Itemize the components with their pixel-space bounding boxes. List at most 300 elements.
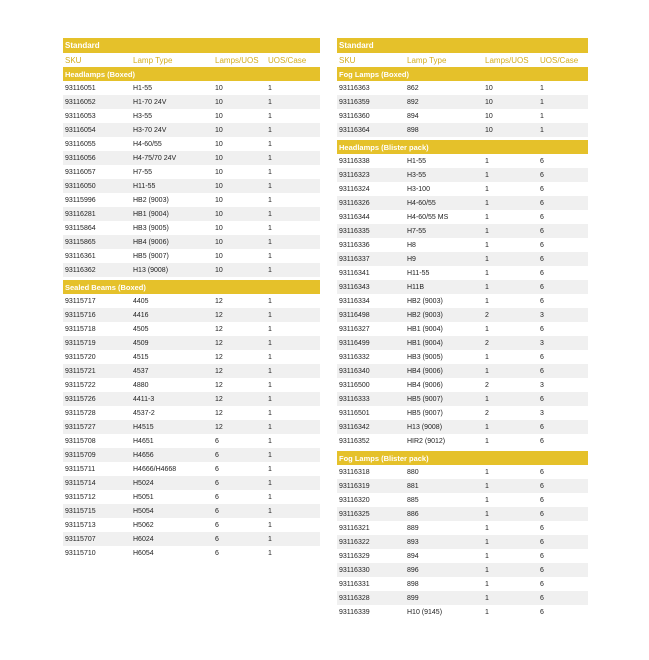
lamps-per-uos-cell: 12 — [213, 308, 266, 322]
uos-per-case-cell: 6 — [540, 297, 544, 305]
lamps-per-uos-cell: 1 — [483, 563, 538, 577]
uos-per-case-cell: 6 — [540, 437, 544, 445]
lamps-per-uos-cell: 1 — [483, 252, 538, 266]
lamps-per-uos-cell: 1 — [483, 420, 538, 434]
uos-per-case-cell: 1 — [266, 151, 320, 165]
lamps-per-uos-cell: 1 — [485, 157, 489, 165]
table-row — [63, 308, 320, 322]
sku-cell: 93115713 — [65, 521, 96, 529]
column-header-row — [63, 53, 320, 67]
column-header: UOS/Case — [266, 53, 320, 67]
lamp-type-cell: H5054 — [131, 504, 213, 518]
lamp-type-cell: H4515 — [131, 420, 213, 434]
table-title-row — [63, 38, 320, 53]
uos-per-case-cell: 1 — [268, 224, 272, 232]
lamp-type-cell: HB5 (9007) — [405, 392, 483, 406]
uos-per-case-cell: 6 — [540, 185, 544, 193]
lamps-per-uos-cell: 10 — [213, 151, 266, 165]
lamp-type-cell: 4411-3 — [131, 392, 213, 406]
lamp-type-cell: 4537 — [131, 364, 213, 378]
sku-cell: 93116326 — [337, 196, 405, 210]
sku-cell: 93116344 — [339, 213, 370, 221]
table-row — [337, 479, 588, 493]
lamps-per-uos-cell: 12 — [215, 381, 223, 389]
uos-per-case-cell: 1 — [268, 437, 272, 445]
table-row — [63, 123, 320, 137]
table-row — [337, 95, 588, 109]
uos-per-case-cell: 6 — [540, 241, 544, 249]
lamp-type-cell: H8 — [407, 241, 416, 249]
table-row — [337, 238, 588, 252]
uos-per-case-cell: 1 — [266, 476, 320, 490]
uos-per-case-cell: 6 — [538, 252, 588, 266]
table-row — [63, 294, 320, 308]
column-header: SKU — [63, 53, 131, 67]
lamp-type-cell: HB4 (9006) — [131, 235, 213, 249]
table-row — [337, 168, 588, 182]
lamps-per-uos-cell: 1 — [483, 535, 538, 549]
lamps-per-uos-cell: 1 — [483, 591, 538, 605]
uos-per-case-cell: 3 — [538, 336, 588, 350]
lamp-type-cell: H5024 — [131, 476, 213, 490]
table-row — [63, 476, 320, 490]
column-header: Lamp Type — [131, 53, 213, 67]
lamp-type-cell: H1-55 — [407, 157, 427, 165]
sku-cell: 93116342 — [337, 420, 405, 434]
table-row — [63, 137, 320, 151]
table-row — [63, 364, 320, 378]
sku-cell: 93116325 — [337, 507, 405, 521]
uos-per-case-cell: 1 — [268, 140, 272, 148]
lamp-type-cell: H11-55 — [407, 269, 430, 277]
table-row — [63, 322, 320, 336]
lamp-type-cell: 894 — [407, 552, 419, 560]
table-row — [63, 378, 320, 392]
uos-per-case-cell: 1 — [268, 465, 272, 473]
sku-cell: 93116281 — [63, 207, 131, 221]
lamps-per-uos-cell: 6 — [213, 532, 266, 546]
table-row — [63, 462, 320, 476]
table-row — [337, 563, 588, 577]
lamp-type-cell: HB1 (9004) — [405, 336, 483, 350]
sku-cell: 93116321 — [339, 524, 370, 532]
table-row — [63, 109, 320, 123]
sku-cell: 93115717 — [65, 297, 96, 305]
lamps-per-uos-cell: 12 — [215, 297, 223, 305]
lamps-per-uos-cell: 1 — [485, 468, 489, 476]
table-left — [63, 38, 320, 560]
uos-per-case-cell: 6 — [540, 608, 544, 616]
table-title: Standard — [63, 38, 320, 53]
section-title: Headlamps (Boxed) — [63, 67, 320, 81]
lamps-per-uos-cell: 6 — [213, 504, 266, 518]
lamps-per-uos-cell: 6 — [213, 448, 266, 462]
lamp-type-cell: H4656 — [131, 448, 213, 462]
uos-per-case-cell: 1 — [268, 549, 272, 557]
lamps-per-uos-cell: 10 — [215, 196, 223, 204]
sku-cell: 93115709 — [63, 448, 131, 462]
lamp-type-cell: 4515 — [133, 353, 149, 361]
uos-per-case-cell: 1 — [538, 95, 588, 109]
lamp-type-cell: 4505 — [133, 325, 149, 333]
lamp-type-cell: 898 — [405, 123, 483, 137]
uos-per-case-cell: 1 — [266, 235, 320, 249]
table-right — [337, 38, 588, 619]
table-row — [63, 448, 320, 462]
uos-per-case-cell: 6 — [540, 468, 544, 476]
lamp-type-cell: H5062 — [133, 521, 154, 529]
table-row — [337, 364, 588, 378]
lamp-type-cell: H4666/H4668 — [133, 465, 177, 473]
uos-per-case-cell: 1 — [540, 84, 544, 92]
section-title: Sealed Beams (Boxed) — [63, 280, 320, 294]
lamps-per-uos-cell: 1 — [485, 213, 489, 221]
lamps-per-uos-cell: 1 — [483, 168, 538, 182]
lamp-type-cell: H3-55 — [133, 112, 153, 120]
lamps-per-uos-cell: 12 — [213, 364, 266, 378]
sku-cell: 93116363 — [339, 84, 370, 92]
lamp-type-cell: HB4 (9006) — [405, 364, 483, 378]
uos-per-case-cell: 6 — [538, 591, 588, 605]
lamp-type-cell: H3-100 — [407, 185, 430, 193]
sku-cell: 93115707 — [63, 532, 131, 546]
lamps-per-uos-cell: 2 — [485, 409, 489, 417]
table-row — [63, 207, 320, 221]
uos-per-case-cell: 6 — [540, 213, 544, 221]
lamp-type-cell: HB5 (9007) — [407, 409, 443, 417]
sku-cell: 93116333 — [337, 392, 405, 406]
table-row — [337, 507, 588, 521]
column-header: Lamps/UOS — [483, 53, 538, 67]
table-row — [337, 280, 588, 294]
uos-per-case-cell: 6 — [538, 196, 588, 210]
lamp-type-cell: HB2 (9003) — [133, 196, 169, 204]
lamp-type-cell: 862 — [407, 84, 419, 92]
lamps-per-uos-cell: 10 — [213, 235, 266, 249]
sku-cell: 93116337 — [337, 252, 405, 266]
lamp-type-cell: H1-55 — [133, 84, 153, 92]
lamp-type-cell: HB4 (9006) — [407, 381, 443, 389]
sku-cell: 93116318 — [339, 468, 370, 476]
sku-cell: 93115710 — [65, 549, 96, 557]
sku-cell: 93115865 — [63, 235, 131, 249]
uos-per-case-cell: 3 — [540, 381, 544, 389]
table-row — [337, 224, 588, 238]
sku-cell: 93116327 — [339, 325, 370, 333]
table-row — [63, 490, 320, 504]
lamp-type-cell: 881 — [405, 479, 483, 493]
table-row — [337, 266, 588, 280]
lamp-type-cell: H7-55 — [405, 224, 483, 238]
sku-cell: 93116056 — [63, 151, 131, 165]
lamps-per-uos-cell: 1 — [485, 496, 489, 504]
lamps-per-uos-cell: 2 — [485, 381, 489, 389]
lamps-per-uos-cell: 12 — [215, 353, 223, 361]
uos-per-case-cell: 1 — [266, 179, 320, 193]
table-row — [337, 406, 588, 420]
table-row — [337, 322, 588, 336]
table-row — [63, 392, 320, 406]
lamps-per-uos-cell: 1 — [485, 185, 489, 193]
sku-cell: 93116055 — [65, 140, 96, 148]
uos-per-case-cell: 6 — [540, 269, 544, 277]
table-row — [337, 336, 588, 350]
column-header: SKU — [337, 53, 405, 67]
table-row — [63, 434, 320, 448]
lamp-type-cell: 894 — [407, 112, 419, 120]
lamps-per-uos-cell: 12 — [215, 409, 223, 417]
table-row — [337, 154, 588, 168]
uos-per-case-cell: 1 — [268, 521, 272, 529]
lamp-type-cell: 4509 — [131, 336, 213, 350]
lamps-per-uos-cell: 6 — [215, 521, 219, 529]
table-row — [63, 350, 320, 364]
uos-per-case-cell: 1 — [266, 123, 320, 137]
lamp-type-cell: 885 — [407, 496, 419, 504]
uos-per-case-cell: 6 — [540, 353, 544, 361]
uos-per-case-cell: 1 — [266, 392, 320, 406]
uos-per-case-cell: 6 — [538, 168, 588, 182]
lamp-type-cell: H10 (9145) — [407, 608, 443, 616]
uos-per-case-cell: 1 — [268, 168, 272, 176]
uos-per-case-cell: 1 — [268, 297, 272, 305]
sku-cell: 93115864 — [65, 224, 96, 232]
lamp-type-cell: 4405 — [133, 297, 149, 305]
sku-cell: 93116328 — [337, 591, 405, 605]
table-row — [337, 434, 588, 448]
table-row — [337, 392, 588, 406]
sku-cell: 93116324 — [339, 185, 370, 193]
sku-cell: 93116501 — [339, 409, 370, 417]
uos-per-case-cell: 6 — [540, 580, 544, 588]
lamps-per-uos-cell: 1 — [483, 280, 538, 294]
uos-per-case-cell: 6 — [538, 224, 588, 238]
sku-cell: 93116322 — [337, 535, 405, 549]
uos-per-case-cell: 6 — [538, 535, 588, 549]
table-row — [63, 406, 320, 420]
lamps-per-uos-cell: 10 — [215, 224, 223, 232]
sku-cell: 93115718 — [65, 325, 96, 333]
lamps-per-uos-cell: 6 — [215, 493, 219, 501]
lamp-type-cell: H7-55 — [133, 168, 153, 176]
table-row — [63, 221, 320, 235]
table-row — [337, 420, 588, 434]
uos-per-case-cell: 6 — [538, 392, 588, 406]
uos-per-case-cell: 6 — [540, 157, 544, 165]
lamps-per-uos-cell: 12 — [213, 420, 266, 434]
lamps-per-uos-cell: 12 — [213, 392, 266, 406]
column-header: Lamp Type — [405, 53, 483, 67]
table-row — [337, 549, 588, 563]
lamp-type-cell: H13 (9008) — [405, 420, 483, 434]
table-row — [337, 252, 588, 266]
table-row — [337, 465, 588, 479]
sku-cell: 93115716 — [63, 308, 131, 322]
table-row — [63, 165, 320, 179]
sku-cell: 93116051 — [65, 84, 96, 92]
sku-cell: 93115708 — [65, 437, 96, 445]
lamp-type-cell: 886 — [405, 507, 483, 521]
sku-cell: 93116359 — [337, 95, 405, 109]
section-title: Fog Lamps (Blister pack) — [337, 451, 588, 465]
table-row — [63, 420, 320, 434]
uos-per-case-cell: 6 — [538, 507, 588, 521]
lamps-per-uos-cell: 10 — [213, 123, 266, 137]
table-row — [63, 81, 320, 95]
lamp-type-cell: H11-55 — [131, 179, 213, 193]
lamps-per-uos-cell: 2 — [483, 336, 538, 350]
table-row — [63, 151, 320, 165]
table-row — [337, 521, 588, 535]
uos-per-case-cell: 1 — [266, 420, 320, 434]
sku-cell: 93115714 — [63, 476, 131, 490]
lamp-type-cell: 889 — [407, 524, 419, 532]
sku-cell: 93116329 — [339, 552, 370, 560]
lamps-per-uos-cell: 1 — [485, 608, 489, 616]
lamps-per-uos-cell: 6 — [215, 549, 219, 557]
sku-cell: 93116331 — [339, 580, 370, 588]
uos-per-case-cell: 1 — [266, 504, 320, 518]
lamp-type-cell: 4416 — [131, 308, 213, 322]
uos-per-case-cell: 1 — [540, 112, 544, 120]
lamps-per-uos-cell: 12 — [213, 336, 266, 350]
lamp-type-cell: H5051 — [133, 493, 154, 501]
uos-per-case-cell: 1 — [266, 207, 320, 221]
uos-per-case-cell: 1 — [266, 448, 320, 462]
lamp-type-cell: H6054 — [133, 549, 154, 557]
lamp-type-cell: H1-70 24V — [131, 95, 213, 109]
table-row — [337, 123, 588, 137]
sku-cell: 93116320 — [339, 496, 370, 504]
sku-cell: 93116362 — [63, 263, 131, 277]
table-row — [337, 308, 588, 322]
lamp-type-cell: HB1 (9004) — [131, 207, 213, 221]
sku-cell: 93115728 — [65, 409, 96, 417]
sku-cell: 93116335 — [337, 224, 405, 238]
lamps-per-uos-cell: 1 — [485, 269, 489, 277]
lamp-type-cell: HIR2 (9012) — [407, 437, 446, 445]
sku-cell: 93116053 — [65, 112, 96, 120]
table-row — [63, 263, 320, 277]
lamps-per-uos-cell: 1 — [483, 224, 538, 238]
uos-per-case-cell: 1 — [268, 196, 272, 204]
uos-per-case-cell: 6 — [540, 496, 544, 504]
lamps-per-uos-cell: 2 — [483, 308, 538, 322]
uos-per-case-cell: 6 — [540, 524, 544, 532]
section-header-row — [337, 451, 588, 465]
uos-per-case-cell: 1 — [268, 112, 272, 120]
table-title-row — [337, 38, 588, 53]
lamp-type-cell: H11B — [405, 280, 483, 294]
sku-cell: 93116498 — [337, 308, 405, 322]
lamp-type-cell: 880 — [407, 468, 419, 476]
lamp-type-cell: HB2 (9003) — [407, 297, 443, 305]
sku-cell: 93116054 — [63, 123, 131, 137]
lamps-per-uos-cell: 1 — [485, 524, 489, 532]
uos-per-case-cell: 1 — [266, 95, 320, 109]
lamp-type-cell: 4537-2 — [133, 409, 155, 417]
lamps-per-uos-cell: 6 — [215, 465, 219, 473]
table-row — [63, 336, 320, 350]
lamps-per-uos-cell: 1 — [485, 552, 489, 560]
table-row — [337, 591, 588, 605]
uos-per-case-cell: 6 — [540, 552, 544, 560]
uos-per-case-cell: 1 — [268, 353, 272, 361]
sku-cell: 93116499 — [337, 336, 405, 350]
lamp-type-cell: HB2 (9003) — [405, 308, 483, 322]
section-header-row — [337, 67, 588, 81]
lamp-type-cell: H13 (9008) — [131, 263, 213, 277]
lamp-type-cell: H3-55 — [405, 168, 483, 182]
section-title: Headlamps (Blister pack) — [337, 140, 588, 154]
lamps-per-uos-cell: 1 — [485, 241, 489, 249]
section-title: Fog Lamps (Boxed) — [337, 67, 588, 81]
table-row — [337, 182, 588, 196]
sku-cell: 93116361 — [65, 252, 96, 260]
table-row — [63, 546, 320, 560]
lamps-per-uos-cell: 10 — [213, 179, 266, 193]
column-header-row — [337, 53, 588, 67]
lamp-type-cell: HB3 (9005) — [133, 224, 169, 232]
sku-cell: 93115726 — [63, 392, 131, 406]
lamp-type-cell: HB5 (9007) — [133, 252, 169, 260]
lamps-per-uos-cell: 1 — [483, 392, 538, 406]
lamp-type-cell: HB1 (9004) — [407, 325, 443, 333]
lamp-type-cell: 4880 — [133, 381, 149, 389]
uos-per-case-cell: 1 — [268, 84, 272, 92]
sku-cell: 93116364 — [337, 123, 405, 137]
lamps-per-uos-cell: 1 — [483, 364, 538, 378]
table-row — [337, 294, 588, 308]
lamp-type-cell: H4-60/55 — [405, 196, 483, 210]
uos-per-case-cell: 3 — [540, 409, 544, 417]
table-row — [63, 532, 320, 546]
uos-per-case-cell: 1 — [268, 325, 272, 333]
lamp-type-cell: H3-70 24V — [131, 123, 213, 137]
lamp-type-cell: 896 — [405, 563, 483, 577]
lamps-per-uos-cell: 1 — [483, 479, 538, 493]
lamp-type-cell: H4-60/55 — [133, 140, 162, 148]
lamps-per-uos-cell: 10 — [215, 140, 223, 148]
table-row — [63, 518, 320, 532]
sku-cell: 93116050 — [63, 179, 131, 193]
uos-per-case-cell: 6 — [538, 280, 588, 294]
table-left-body — [63, 38, 320, 560]
lamp-type-cell: HB3 (9005) — [407, 353, 443, 361]
table-row — [337, 493, 588, 507]
lamps-per-uos-cell: 10 — [213, 263, 266, 277]
lamps-per-uos-cell: 1 — [485, 325, 489, 333]
uos-per-case-cell: 6 — [538, 563, 588, 577]
table-row — [63, 504, 320, 518]
table-row — [337, 577, 588, 591]
sku-cell: 93115715 — [63, 504, 131, 518]
lamps-per-uos-cell: 10 — [485, 112, 493, 120]
lamps-per-uos-cell: 1 — [485, 580, 489, 588]
lamp-type-cell: H6024 — [131, 532, 213, 546]
table-row — [63, 179, 320, 193]
table-row — [63, 249, 320, 263]
lamps-per-uos-cell: 10 — [215, 112, 223, 120]
lamp-type-cell: 892 — [405, 95, 483, 109]
sku-cell: 93116360 — [339, 112, 370, 120]
lamps-per-uos-cell: 1 — [483, 196, 538, 210]
table-row — [337, 605, 588, 619]
table-row — [337, 350, 588, 364]
sku-cell: 93115727 — [63, 420, 131, 434]
lamps-per-uos-cell: 10 — [213, 95, 266, 109]
sku-cell: 93115721 — [63, 364, 131, 378]
